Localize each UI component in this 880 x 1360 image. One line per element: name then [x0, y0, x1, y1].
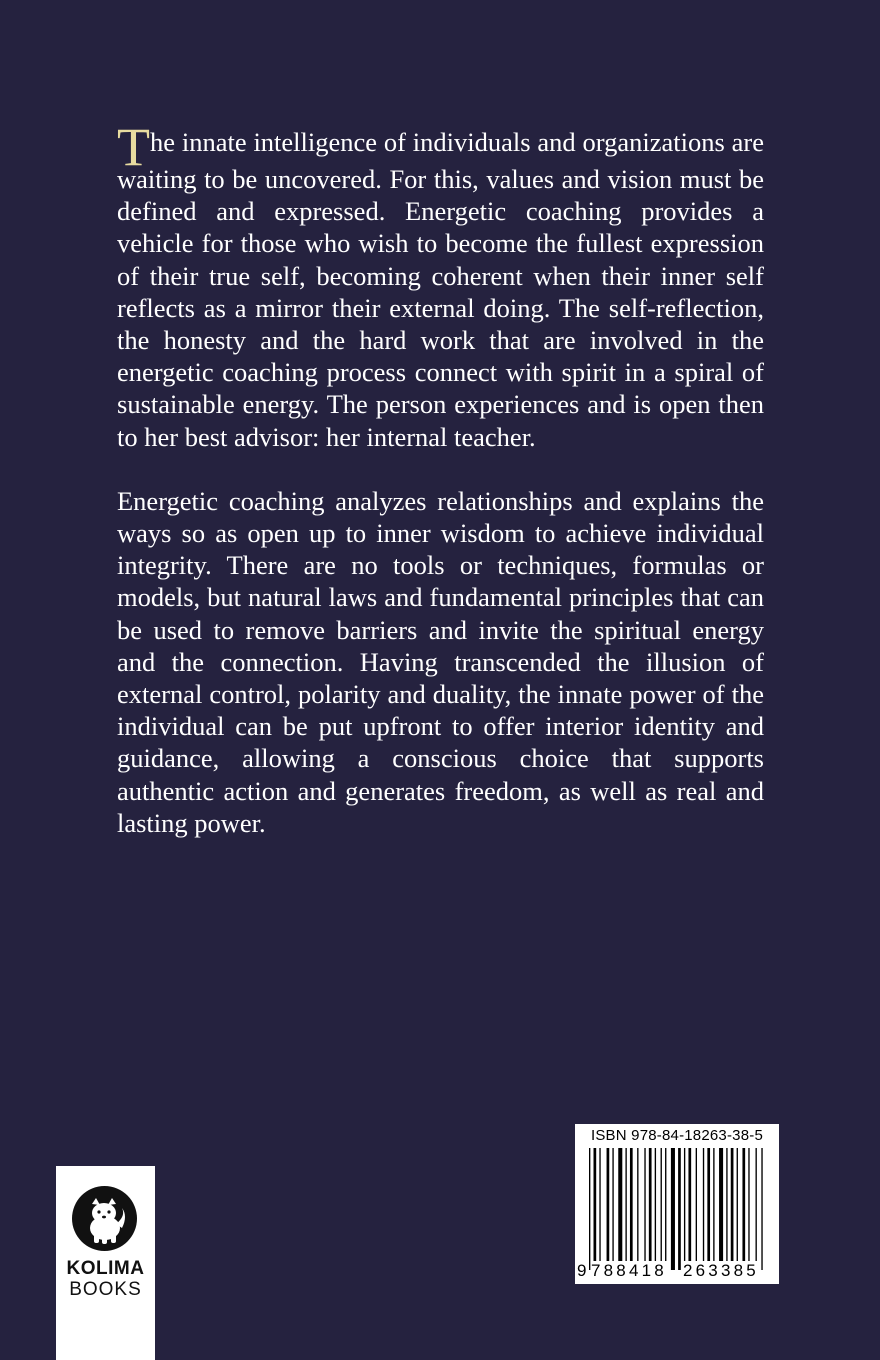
- barcode-bar: [607, 1148, 610, 1262]
- barcode-bar: [726, 1148, 727, 1262]
- barcode-bars: [575, 1124, 779, 1284]
- blurb-paragraph-1-text: he innate intelligence of individuals and organizations are waiting to be uncovered. For this, values and vision must be defined and expressed. Energetic coaching provides a vehicle for those who wish to become the fullest expression of their true self, becoming coherent when their inner self reflects as a mirror their external doing. The self-reflection, the honesty and the hard work that are involved in the energetic coaching process connect with spirit in a spiral of sustainable energy. The person experiences and is open then to her best advisor: her internal teacher.: [117, 127, 764, 452]
- barcode-bar: [612, 1148, 613, 1262]
- barcode-digits-left: 788418: [591, 1261, 667, 1280]
- dog-icon: [72, 1186, 137, 1251]
- barcode-digit-first: 9: [577, 1261, 587, 1280]
- barcode-bar: [661, 1148, 662, 1262]
- barcode-bar: [742, 1148, 745, 1262]
- barcode-bar: [671, 1148, 675, 1270]
- barcode-bar: [678, 1148, 681, 1270]
- barcode-bar: [761, 1148, 762, 1270]
- barcode-bar: [719, 1148, 723, 1262]
- barcode-bar: [630, 1148, 633, 1262]
- blurb-text: [117, 117, 764, 839]
- barcode-bar: [637, 1148, 638, 1262]
- barcode-bar: [644, 1148, 645, 1262]
- barcode-bar: [599, 1148, 600, 1262]
- drop-cap: T: [117, 117, 150, 177]
- barcode-bar: [649, 1148, 652, 1262]
- barcode-bar: [748, 1148, 749, 1262]
- barcode-bar: [684, 1148, 685, 1262]
- isbn-barcode: [575, 1124, 779, 1284]
- barcode-bar: [665, 1148, 666, 1262]
- barcode-bar: [756, 1148, 757, 1270]
- barcode-bar: [731, 1148, 734, 1262]
- barcode-bar: [589, 1148, 590, 1270]
- barcode-bar: [594, 1148, 597, 1270]
- barcode-bar: [703, 1148, 704, 1262]
- barcode-bar: [707, 1148, 710, 1262]
- barcode-bar: [696, 1148, 697, 1262]
- blurb-paragraph-1: [117, 117, 764, 453]
- barcode-bar: [655, 1148, 656, 1262]
- barcode-bar: [625, 1148, 626, 1262]
- barcode-bar: [713, 1148, 714, 1262]
- barcode-bar: [618, 1148, 622, 1262]
- barcode-bar: [737, 1148, 738, 1262]
- publisher-subname: BOOKS: [69, 1279, 142, 1300]
- barcode-bar: [688, 1148, 691, 1262]
- publisher-name: KOLIMA: [66, 1258, 145, 1279]
- publisher-logo-panel: [56, 1166, 155, 1360]
- blurb-paragraph-2: Energetic coaching analyzes relationships and explains the ways so as open up to inner wisdom to achieve individual integrity. There are no tools or techniques, formulas or models, but natural laws and fundamental principles that can be used to remove barriers and invite the spiritual energy and the connection. Having transcended the illusion of external control, polarity and duality, the innate power of the individual can be put upfront to offer interior identity and guidance, allowing a conscious choice that supports authentic action and generates freedom, as well as real and lasting power.: [117, 485, 764, 838]
- isbn-label: ISBN 978-84-18263-38-5: [590, 1127, 763, 1144]
- barcode-digits-right: 263385: [683, 1261, 759, 1280]
